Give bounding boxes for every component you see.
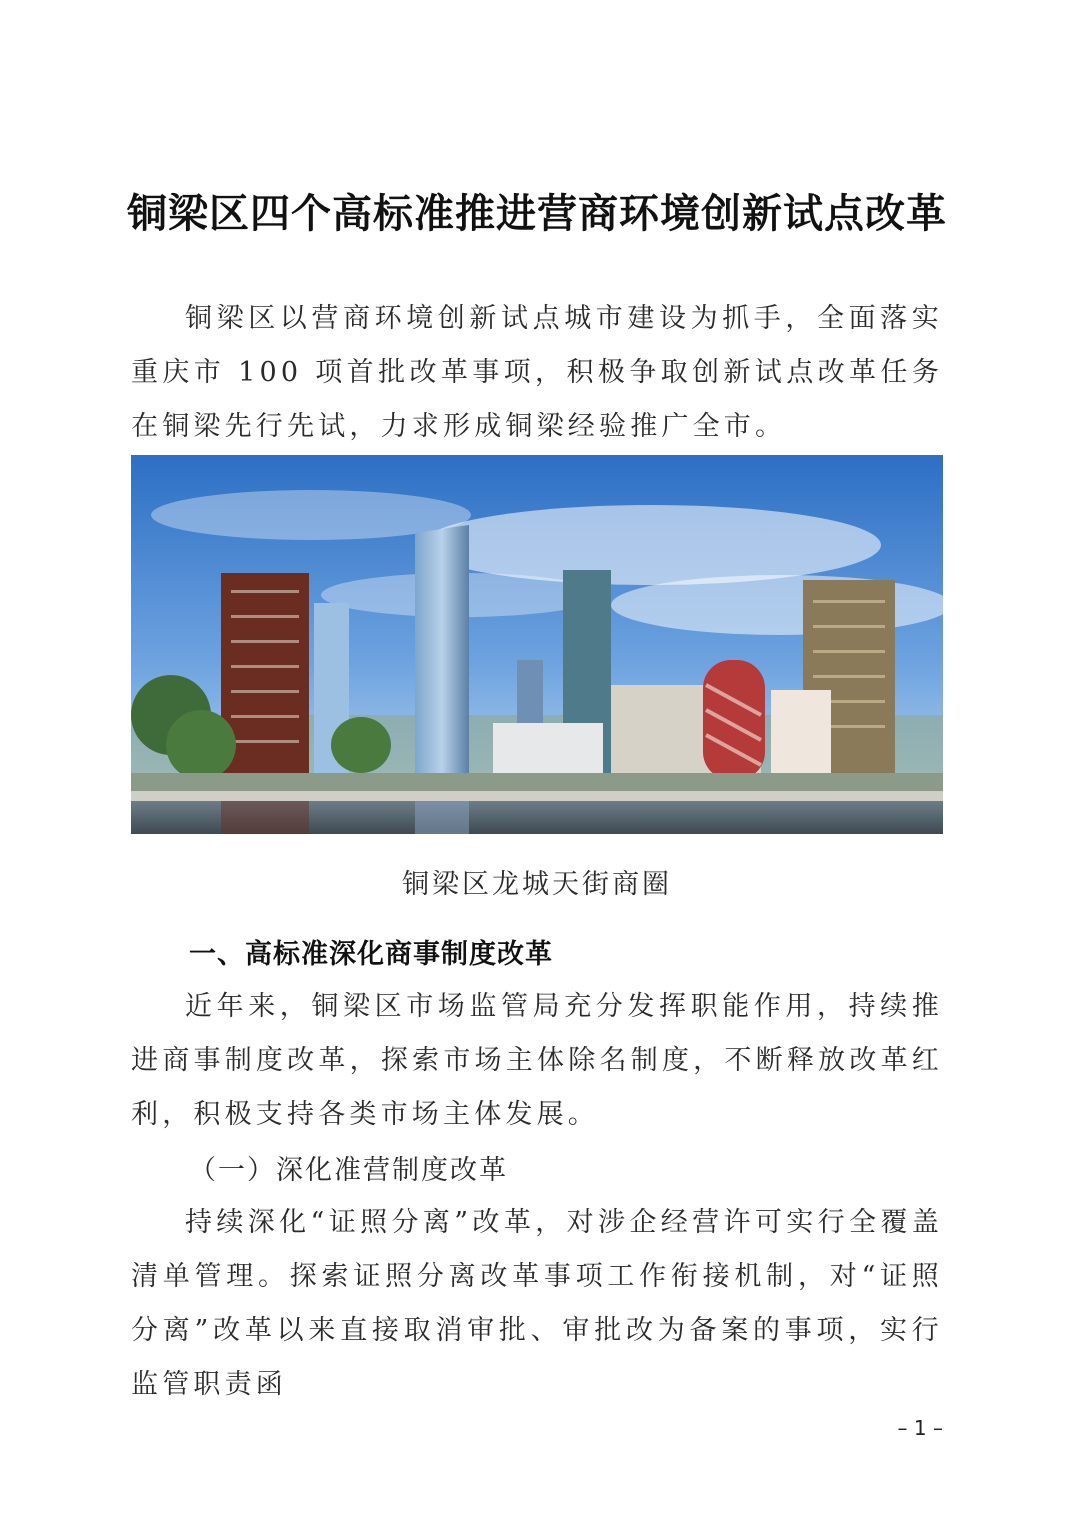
document-title: 铜梁区四个高标准推进营商环境创新试点改革 <box>127 190 947 237</box>
section-text: 近年来，铜梁区市场监管局充分发挥职能作用，持续推进商事制度改革，探索市场主体除名制度，不断释放改革红利，积极支持各类市场主体发展。 <box>131 991 943 1130</box>
photo-caption: 铜梁区龙城天街商圈 <box>402 869 672 900</box>
page-number: – 1 – <box>897 1416 943 1440</box>
intro-text: 铜梁区以营商环境创新试点城市建设为抓手，全面落实重庆市 100 项首批改革事项，积极争取创新试点改革任务在铜梁先行先试，力求形成铜梁经验推广全市。 <box>131 303 943 442</box>
subsection-text: 持续深化“证照分离”改革，对涉企经营许可实行全覆盖清单管理。探索证照分离改革事项工作衔接机制，对“证照分离”改革以来直接取消审批、审批改为备案的事项，实行监管职责函 <box>131 1207 943 1400</box>
city-skyline-photo <box>131 455 943 834</box>
subsection-heading: （一）深化准营制度改革 <box>189 1155 508 1186</box>
intro-paragraph <box>131 292 943 454</box>
subsection-paragraph <box>131 1196 943 1412</box>
section-heading: 一、高标准深化商事制度改革 <box>189 939 553 970</box>
section-paragraph <box>131 980 943 1142</box>
